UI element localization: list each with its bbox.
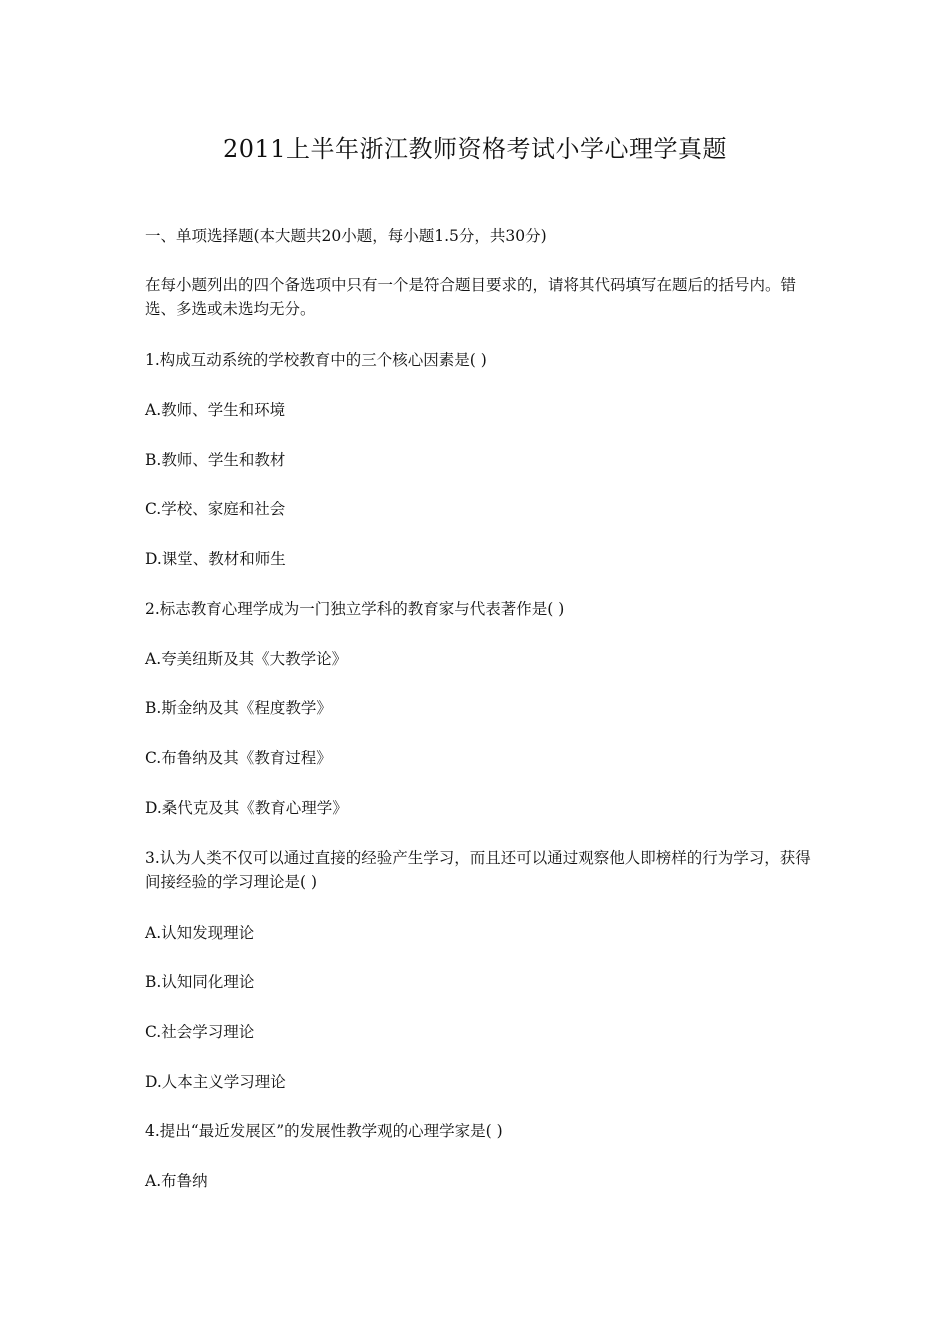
question-1-option-b: B.教师、学生和教材 [145, 451, 286, 469]
question-2-option-d: D.桑代克及其《教育心理学》 [145, 799, 348, 817]
question-2-stem: 2.标志教育心理学成为一门独立学科的教育家与代表著作是( ) [145, 600, 565, 618]
question-1-stem: 1.构成互动系统的学校教育中的三个核心因素是( ) [145, 351, 487, 369]
question-1-option-c: C.学校、家庭和社会 [145, 500, 286, 518]
question-2-option-a: A.夸美纽斯及其《大教学论》 [145, 650, 348, 668]
question-2-option-c: C.布鲁纳及其《教育过程》 [145, 749, 332, 767]
question-3-option-a: A.认知发现理论 [145, 924, 255, 942]
question-3-stem: 3.认为人类不仅可以通过直接的经验产生学习，而且还可以通过观察他人即榜样的行为学习，获得间接经验的学习理论是( ) [145, 849, 811, 891]
question-4-stem: 4.提出“最近发展区”的发展性教学观的心理学家是( ) [145, 1122, 503, 1140]
instructions: 在每小题列出的四个备选项中只有一个是符合题目要求的，请将其代码填写在题后的括号内。错选、多选或未选均无分。 [145, 276, 797, 318]
document-title: 2011上半年浙江教师资格考试小学心理学真题 [222, 135, 728, 163]
question-1-option-d: D.课堂、教材和师生 [145, 550, 286, 568]
question-3-option-d: D.人本主义学习理论 [145, 1073, 286, 1091]
question-1-option-a: A.教师、学生和环境 [145, 401, 286, 419]
question-4-option-a: A.布鲁纳 [145, 1172, 208, 1190]
question-3-option-b: B.认知同化理论 [145, 973, 255, 991]
section-heading: 一、单项选择题(本大题共20小题，每小题1.5分，共30分) [145, 227, 547, 245]
question-2-option-b: B.斯金纳及其《程度教学》 [145, 699, 332, 717]
question-3-option-c: C.社会学习理论 [145, 1023, 255, 1041]
